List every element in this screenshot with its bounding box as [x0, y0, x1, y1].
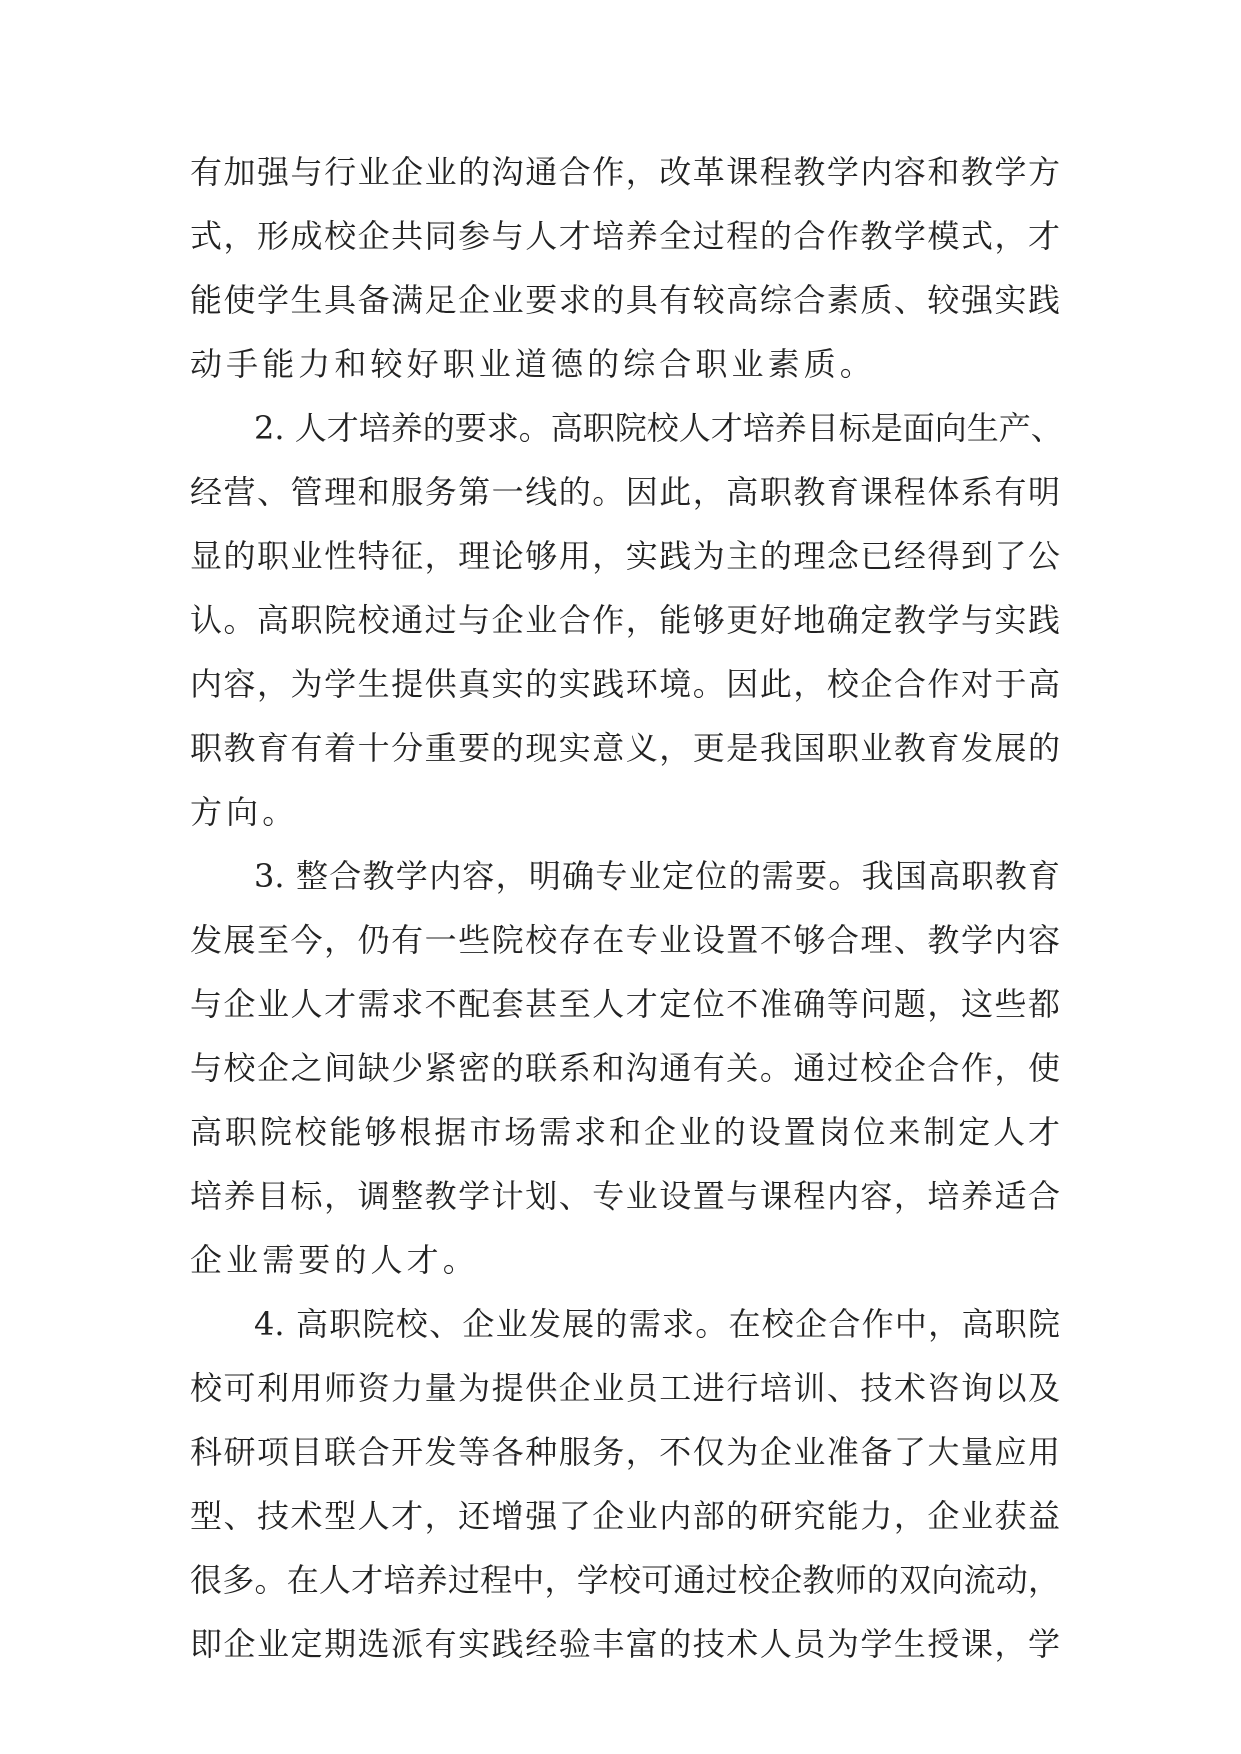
text-line: 很多。在人才培养过程中，学校可通过校企教师的双向流动，	[190, 1561, 1060, 1599]
text-line: 有加强与行业企业的沟通合作，改革课程教学内容和教学方	[190, 153, 1060, 191]
text-line: 校可利用师资力量为提供企业员工进行培训、技术咨询以及	[190, 1369, 1060, 1407]
text-line: 与校企之间缺少紧密的联系和沟通有关。通过校企合作，使	[190, 1049, 1060, 1087]
paragraph-first-line: 2. 人才培养的要求。高职院校人才培养目标是面向生产、	[254, 409, 1063, 447]
text-line: 式，形成校企共同参与人才培养全过程的合作教学模式，才	[190, 217, 1060, 255]
text-line: 职教育有着十分重要的现实意义，更是我国职业教育发展的	[190, 729, 1060, 767]
text-line: 企业需要的人才。	[190, 1241, 479, 1279]
text-line: 内容，为学生提供真实的实践环境。因此，校企合作对于高	[190, 665, 1060, 703]
text-line: 方向。	[190, 793, 299, 831]
text-line: 即企业定期选派有实践经验丰富的技术人员为学生授课，学	[190, 1625, 1060, 1663]
text-line: 认。高职院校通过与企业合作，能够更好地确定教学与实践	[190, 601, 1060, 639]
text-line: 显的职业性特征，理论够用，实践为主的理念已经得到了公	[190, 537, 1060, 575]
paragraph-first-line: 3. 整合教学内容，明确专业定位的需要。我国高职教育	[254, 857, 1060, 895]
text-line: 型、技术型人才，还增强了企业内部的研究能力，企业获益	[190, 1497, 1060, 1535]
text-line: 发展至今，仍有一些院校存在专业设置不够合理、教学内容	[190, 921, 1060, 959]
text-line: 高职院校能够根据市场需求和企业的设置岗位来制定人才	[190, 1113, 1060, 1151]
body-text	[190, 140, 1063, 1676]
text-line: 能使学生具备满足企业要求的具有较高综合素质、较强实践	[190, 281, 1060, 319]
text-line: 经营、管理和服务第一线的。因此，高职教育课程体系有明	[190, 473, 1060, 511]
text-line: 培养目标，调整教学计划、专业设置与课程内容，培养适合	[190, 1177, 1060, 1215]
paragraph-first-line: 4. 高职院校、企业发展的需求。在校企合作中，高职院	[254, 1305, 1060, 1343]
text-line: 动手能力和较好职业道德的综合职业素质。	[190, 345, 876, 383]
text-line: 与企业人才需求不配套甚至人才定位不准确等问题，这些都	[190, 985, 1060, 1023]
text-line: 科研项目联合开发等各种服务，不仅为企业准备了大量应用	[190, 1433, 1060, 1471]
